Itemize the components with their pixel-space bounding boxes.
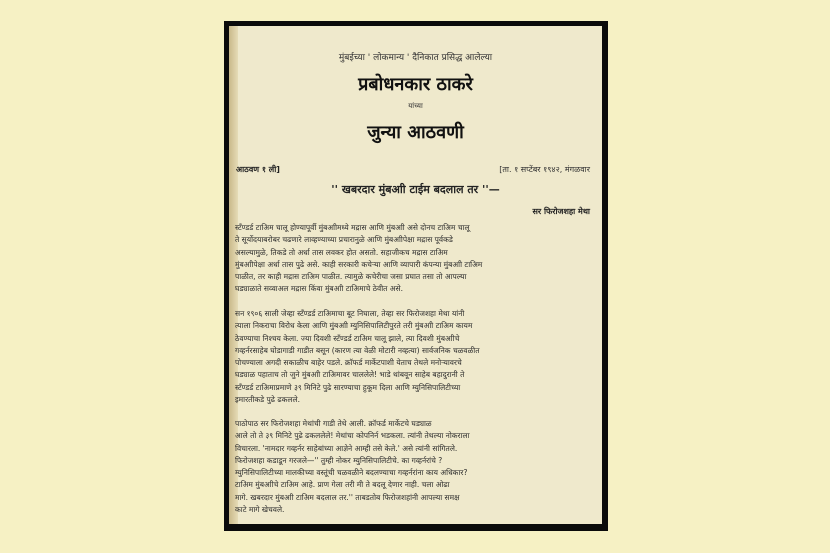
connector-text: यांच्या [408,102,423,110]
paragraph-line: सन १९०६ साली जेव्हा स्टँण्डर्ड टाअिमाचा बूट निघाला, तेव्हा सर फिरोजशहा मेथा यांनी [235,309,465,318]
paragraph-1 [235,222,592,296]
paragraph-line: काटे मागे खेचवले. [235,505,285,515]
paragraph-line: फिरोजशहा कडाडून गरजले—'' तुम्ही नोकर म्युनिसिपालिटीचे. का गव्हर्नरांचे ? [235,455,443,465]
author-title: प्रबोधनकार ठाकरे [358,74,473,95]
paragraph-line: पाळीत, तर काही मद्रास टाअिम पाळीत. त्यामुळे कचेरीचा जसा प्रघात तसा तो आपल्या [235,272,467,282]
article-heading: '' खबरदार मुंबआी टाईम बदलाल तर ''— [331,183,500,196]
paragraph-line: स्टँण्डर्ड टाअिमाप्रमाणे ३९ मिनिटे पुढे सारण्याचा हुकूम दिला आणि म्युनिसिपालिटीच्या [235,382,461,392]
paragraph-line: घड्याळाते सव्वाअल मद्रास किंवा मुंबआी टाअिमाचे ठेवीत असे. [235,284,403,294]
article-author: सर फिरोजशहा मेथा [532,207,590,216]
chapter-label: आठवण १ ली] [236,165,280,174]
paragraph-line: पाठोपाठ सर फिरोजशहा मेथांची गाडी तेथे आली. क्रॉफर्ड मार्केटचे घड्याळ [235,419,432,428]
date-line: [ता. १ सप्टेंबर १९४२, मंगळवार [499,165,590,174]
paragraph-line: इमारतीकडे पुढे ढकलले. [235,395,300,405]
paragraph-line: स्टँण्डर्ड टाअिम चालू होण्यापूर्वी मुंबआीमध्ये मद्रास आणि मुंबआी असे दोनच टाअिम चालू [235,223,470,232]
paragraph-line: गव्हर्नरसाहेब घोडागाडी गाडीत बसून (कारण त्या वेळी मोटारी नव्हत्या) सार्वजनिक चळवळीत [235,345,480,355]
paragraph-line: ते सूर्योदयाबरोबर चढणारे लाव्हण्याच्या प्रचारानुळे आणि मुंबआीपेक्षा मद्रास पूर्वकडे [235,235,453,245]
paragraph-3 [235,418,592,516]
paragraph-line: असल्यामुळे, तिकडे तो अर्धा तास लवकर होत असतो. सहाजीकच मद्रास टाअिम [235,247,448,257]
paragraph-line: म्युनिसिपालिटीच्या मालकीच्या वस्तूंची चळवळीने बदलण्याचा गव्हर्नरांना काय अधिकार? [235,468,468,478]
book-title: जुन्या आठवणी [367,122,464,143]
paragraph-line: त्याला निकराचा विरोध केला आणि मुंबआी म्युनिसिपालिटीपुरते तरी मुंबआी टाअिम कायम [235,321,473,331]
paragraph-2 [235,308,592,406]
paragraph-line: मुंबआीपेक्षा अर्धा तास पुढे असे. काही सरकारी कचेऱ्या आणि व्यापारी कंपन्या मुंबआी टाअिम [235,259,483,269]
paragraph-line: घड्याळ पहाताच तो जुने मुंबआी टाअिमावर चाललेले! भाडे थांबवून साहेब बहादुरानी ते [235,370,465,380]
document-page [229,26,602,524]
paragraph-line: विचारला. 'नामदार गव्हर्नर साहेबांच्या आज्ञेने आम्ही तसे केले.' असे त्यांनी सांगितले. [235,443,458,453]
paragraph-line: आले तो ते ३९ मिनिटे पुढे ढकललेले! मेथांचा कोपनिर्न भडकला. त्यांनी तेथल्या नोकराला [235,431,470,441]
paragraph-line: मागे. खबरदार मुंबआी टाअिम बदलाल तर.'' ताबडतोब फिरोजशहांनी आपल्या समक्ष [235,492,460,502]
paragraph-line: टाअिम मुंबआीचे टाअिम आहे. प्राण गेला तरी मी ते बदलू देणार नाही. चला ओढा [235,480,450,490]
paragraph-line: पोचण्याला अगदी सकाळीच बाहेर पडले. क्रॉफर्ड मार्केटपाशी येताच तेथले मनोऱ्यावरचे [235,358,462,368]
newspaper-subtitle: मुंबईच्या ' लोकमान्य ' दैनिकात प्रसिद्ध आलेल्या [338,53,493,63]
paragraph-line: ठेवण्याचा निश्चय केला. ज्या दिवशी स्टँण्डर्ड टाअिम चालू झाले, त्या दिवशी मुंबआीचे [235,333,460,343]
